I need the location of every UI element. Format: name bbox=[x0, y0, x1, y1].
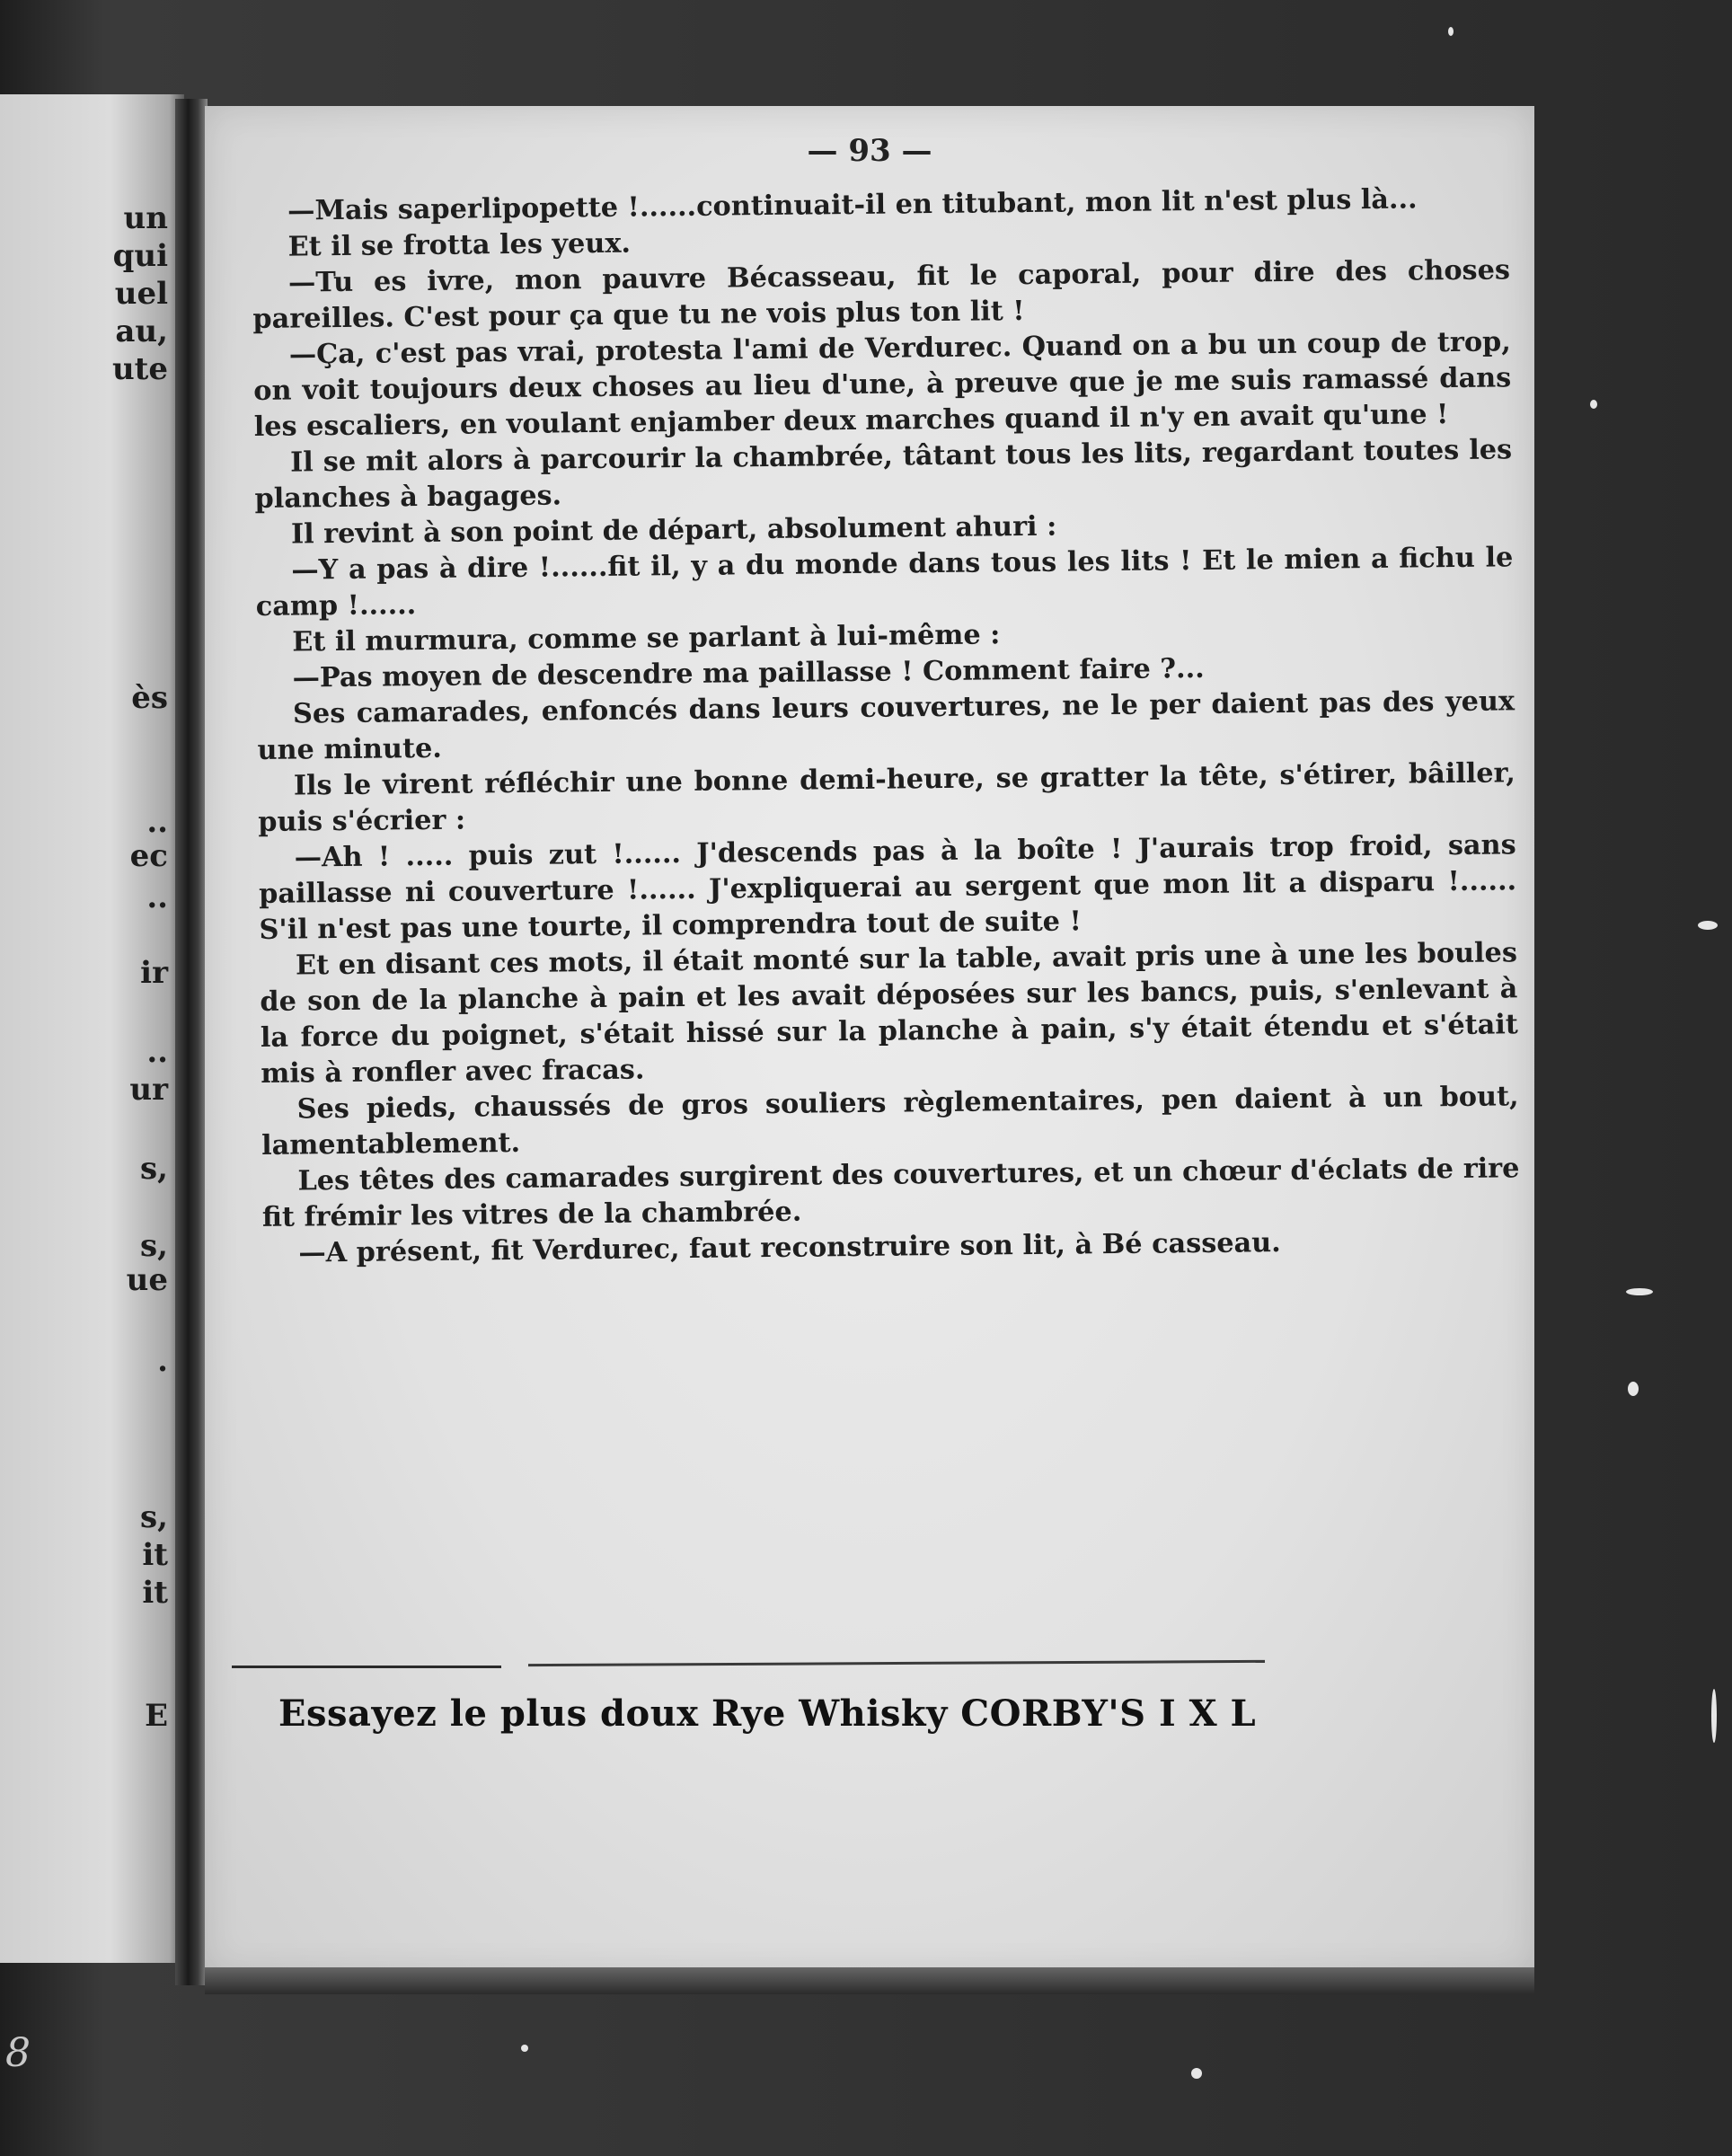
separator-rule bbox=[232, 1666, 1265, 1669]
left-fragment: au, bbox=[115, 314, 168, 349]
left-fragment: it bbox=[142, 1537, 168, 1573]
left-fragment: ec bbox=[129, 838, 168, 874]
paragraph: —Ça, c'est pas vrai, protesta l'ami de Verdurec. Quand on a bu un coup de trop, on voit toujours deux choses au lieu d'une, à preuve que je me suis ramassé dans les escaliers, en voulant enjamber deux marches quand il n'y en avait qu'une ! bbox=[253, 326, 1512, 443]
rule-segment bbox=[528, 1660, 1265, 1666]
paragraph: Il revint à son point de départ, absolument ahuri : bbox=[290, 510, 1057, 551]
book-gutter bbox=[175, 99, 208, 1985]
page-text bbox=[252, 181, 1520, 1272]
page-bottom-edge bbox=[205, 1967, 1534, 1994]
left-fragment: ute bbox=[111, 351, 168, 387]
paragraph: Et il murmura, comme se parlant à lui-même : bbox=[292, 619, 1001, 658]
scan-speck bbox=[1711, 1689, 1717, 1743]
scan-speck bbox=[1590, 400, 1597, 409]
paragraph: —Pas moyen de descendre ma paillasse ! Comment faire ?... bbox=[292, 652, 1205, 694]
paragraph: Et en disant ces mots, il était monté sur la table, avait pris une à une les boules de son de la planche à pain et les avait déposées sur les bancs, puis, s'enlevant à la force du poignet, s'était hissé sur la planche à pain, s'y était étendu et s'était mis à ronfler avec fracas. bbox=[260, 937, 1518, 1090]
left-fragment: it bbox=[142, 1575, 168, 1611]
paragraph: —Ah ! ..... puis zut !...... J'descends pas à la boîte ! J'aurais trop froid, sans paillasse ni couverture !...... J'expliquerai au sergent que mon lit a disparu !...... S'il n'est pas une tourte, il comprendra tout de suite ! bbox=[258, 829, 1517, 946]
scan-speck bbox=[1628, 1382, 1639, 1396]
scan-speck bbox=[1448, 27, 1454, 36]
left-facing-page bbox=[0, 94, 184, 1963]
left-fragment: ès bbox=[131, 680, 168, 716]
paragraph: Ils le virent réfléchir une bonne demi-heure, se gratter la tête, s'étirer, bâiller, puis s'écrier : bbox=[258, 757, 1516, 838]
left-fragment: ir bbox=[140, 955, 168, 991]
paragraph: —A présent, fit Verdurec, faut reconstruire son lit, à Bé casseau. bbox=[298, 1227, 1281, 1269]
rule-segment bbox=[232, 1666, 501, 1668]
paragraph: Ses camarades, enfoncés dans leurs couvertures, ne le per daient pas des yeux une minute. bbox=[257, 685, 1516, 766]
left-fragment: .. bbox=[146, 804, 168, 840]
scan-speck bbox=[1191, 2068, 1202, 2079]
left-fragment: un bbox=[123, 200, 168, 236]
left-fragment: . bbox=[157, 1343, 168, 1379]
paragraph: Il se mit alors à parcourir la chambrée, tâtant tous les lits, regardant toutes les planches à bagages. bbox=[254, 434, 1513, 515]
paragraph: —Mais saperlipopette !......continuait-il en titubant, mon lit n'est plus là... bbox=[287, 183, 1418, 227]
paragraph: Les têtes des camarades surgirent des couvertures, et un chœur d'éclats de rire fit frémir les vitres de la chambrée. bbox=[261, 1153, 1520, 1233]
left-fragment: ue bbox=[126, 1262, 168, 1298]
paragraph: —Tu es ivre, mon pauvre Bécasseau, fit le caporal, pour dire des choses pareilles. C'est pour ça que tu ne vois plus ton lit ! bbox=[252, 254, 1511, 335]
paragraph: Et il se frotta les yeux. bbox=[287, 227, 632, 263]
left-fragment: E bbox=[145, 1698, 168, 1734]
left-fragment: s, bbox=[140, 1228, 168, 1264]
scan-speck bbox=[521, 2045, 528, 2052]
left-fragment: ur bbox=[129, 1072, 168, 1108]
advertisement-line: Essayez le plus doux Rye Whisky CORBY'S I X L bbox=[278, 1692, 1257, 1735]
paragraph: —Y a pas à dire !......fit il, y a du monde dans tous les lits ! Et le mien a fichu le camp !...... bbox=[255, 542, 1514, 623]
paragraph: Ses pieds, chaussés de gros souliers règlementaires, pen daient à un bout, lamentablement. bbox=[261, 1081, 1519, 1162]
left-fragment: .. bbox=[146, 1034, 168, 1070]
left-fragment: s, bbox=[140, 1151, 168, 1187]
left-fragment: qui bbox=[112, 238, 168, 274]
left-fragment: .. bbox=[146, 879, 168, 915]
margin-mark: 8 bbox=[5, 2030, 31, 2076]
left-fragment: s, bbox=[140, 1499, 168, 1535]
scan-speck bbox=[1626, 1288, 1653, 1295]
book-page bbox=[205, 106, 1534, 1975]
left-fragment: uel bbox=[114, 276, 168, 312]
scan-speck bbox=[1698, 921, 1718, 930]
page-number: — 93 — bbox=[807, 133, 932, 169]
